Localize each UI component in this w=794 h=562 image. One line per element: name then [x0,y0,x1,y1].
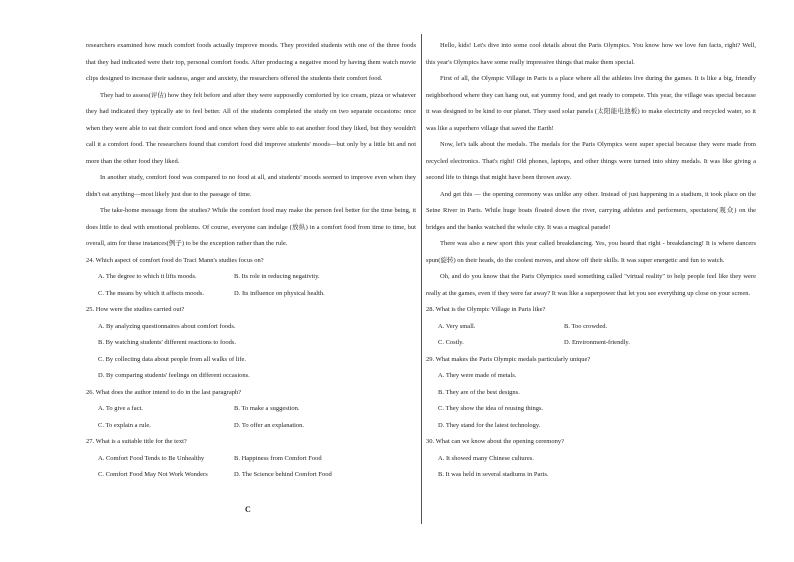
option-b: B. Happiness from Comfort Food [234,454,322,462]
column-divider [421,34,422,524]
question-25 [86,302,416,385]
question-stem: 28. What is the Olympic Village in Paris like? [426,306,546,313]
option-c: C. By collecting data about people from all walks of life. [98,355,247,363]
option-row [86,418,416,435]
option-a: A. It showed many Chinese cultures. [438,454,534,462]
option-row [426,401,756,418]
option-a: A. Comfort Food Tends to Be Unhealthy [98,454,205,462]
right-column [426,38,756,484]
option-a: A. To give a fact. [98,405,143,412]
option-b: B. By watching students' different reactions to foods. [98,339,237,346]
option-row [86,451,416,468]
passage-b-paragraph-3: In another study, comfort food was compared to no food at all, and students' moods seemed to improve even when they didn't eat anything—most likely just due to the passage of time. [86,174,416,198]
passage-b-paragraph-2: They had to assess(评估) how they felt before and after they were supposedly comforted by ice cream, pizza or whatever they had indicated they typically ate to feel better. All of the students completed the study on two separate occasions: once when they were able to eat their comfort food and once when they were able to eat another food they liked, but they wouldn't call it a comfort food. The researchers found that comfort food did improve students' moods—but only by a little bit and not more than the other food they liked. [86,91,416,165]
option-row [426,368,756,385]
option-row [86,352,416,369]
question-28 [426,302,756,352]
option-row [426,319,756,336]
passage-c-paragraph-4: And get this — the opening ceremony was unlike any other. Instead of just happening in a stadium, it took place on the Seine River in Paris. While huge boats floated down the river, carrying athletes and performers, spectators(观众) on the bridges and the banks watched the whole city. It was a magical parade! [426,190,756,231]
option-row [426,467,756,484]
option-c: C. They show the idea of reusing things. [438,405,544,412]
option-row [86,401,416,418]
option-d: D. By comparing students' feelings on different occasions. [98,372,250,379]
option-d: D. The Science behind Comfort Food [234,471,332,478]
option-b: B. Too crowded. [564,322,608,330]
option-row [86,269,416,286]
left-column [86,38,416,484]
option-row [86,467,416,484]
question-29 [426,352,756,435]
option-row [86,319,416,336]
option-b: B. They are of the best designs. [438,388,520,396]
question-24 [86,253,416,303]
option-a: A. By analyzing questionnaires about comfort foods. [98,322,236,330]
option-c: C. Costly. [438,339,464,346]
question-stem: 25. How were the studies carried out? [86,306,185,313]
passage-c-paragraph-6: Oh, and do you know that the Paris Olympics used something called "virtual reality" to help people feel like they were really at the games, even if they were far away? It was like a superpower that let you see everything up close on your screen. [426,273,756,297]
question-26 [86,385,416,435]
option-c: C. Comfort Food May Not Work Wonders [98,471,208,478]
question-stem: 29. What makes the Paris Olympic medals particularly unique? [426,355,591,363]
option-c: C. To explain a rule. [98,421,151,429]
option-row [86,286,416,303]
option-row [426,385,756,402]
option-d: D. Its influence on physical health. [234,289,325,297]
section-label-c: C [245,505,251,514]
passage-c-paragraph-5: There was also a new sport this year called breakdancing. Yes, you heard that right - breakdancing! It is where dancers spun(旋转) on their heads, do the coolest moves, and show off their skills. It was super energetic and fun to watch. [426,240,756,264]
passage-b-paragraph-4: The take-home message from the studies? While the comfort food may make the person feel better for the time being, it does little to deal with emotional problems. Of course, everyone can indulge (放纵) in a comfort food from time to time, but overall, aim for these instances(例子) to be the exception rather than the rule. [86,207,416,247]
option-row [86,335,416,352]
question-stem: 26. What does the author intend to do in the last paragraph? [86,388,242,396]
question-stem: 27. What is a suitable title for the text? [86,438,187,445]
question-30 [426,434,756,484]
option-a: A. They were made of metals. [438,372,517,379]
option-d: D. To offer an explanation. [234,421,305,429]
option-a: A. The degree to which it lifts moods. [98,273,197,280]
option-d: D. They stand for the latest technology. [438,421,541,429]
option-c: C. The means by which it affects moods. [98,289,205,297]
option-b: B. To make a suggestion. [234,405,300,412]
option-b: B. Its role in reducing negativity. [234,273,320,280]
option-row [426,335,756,352]
passage-c-paragraph-2: First of all, the Olympic Village in Paris is a place where all the athletes live during the games. It is like a big, friendly neighborhood where they can hang out, eat yummy food, and get ready to compete. This year, the village was special because it was designed to be kind to our planet. They used solar panels (太阳能电池板) to make electricity and recycled water, so it was like a superhero village that saved the Earth! [426,75,756,132]
question-27 [86,434,416,484]
option-b: B. It was held in several stadiums in Paris. [438,471,549,478]
question-stem: 30. What can we know about the opening ceremony? [426,438,564,445]
option-row [426,451,756,468]
option-row [426,418,756,435]
option-row [86,368,416,385]
option-d: D. Environment-friendly. [564,339,630,346]
passage-b-paragraph-1: researchers examined how much comfort foods actually improve moods. They provided students with one of the three foods that they had indicated were their top, personal comfort foods. After producing a negative mood by having them watch movie clips designed to increase their sadness, anger and anxiety, the researchers offered the students their comfort food. [86,42,416,82]
passage-c-paragraph-3: Now, let's talk about the medals. The medals for the Paris Olympics were super special because they were made from recycled electronics. That's right! Old phones, laptops, and other things were turned into shiny medals. It was like giving a second life to things that might have been thrown away. [426,141,756,181]
option-a: A. Very small. [438,322,476,330]
question-stem: 24. Which aspect of comfort food do Traci Mann's studies focus on? [86,256,264,264]
passage-c-paragraph-1: Hello, kids! Let's dive into some cool details about the Paris Olympics. You know how we love fun facts, right? Well, this year's Olympics have some really impressive things that make them special. [426,42,756,66]
